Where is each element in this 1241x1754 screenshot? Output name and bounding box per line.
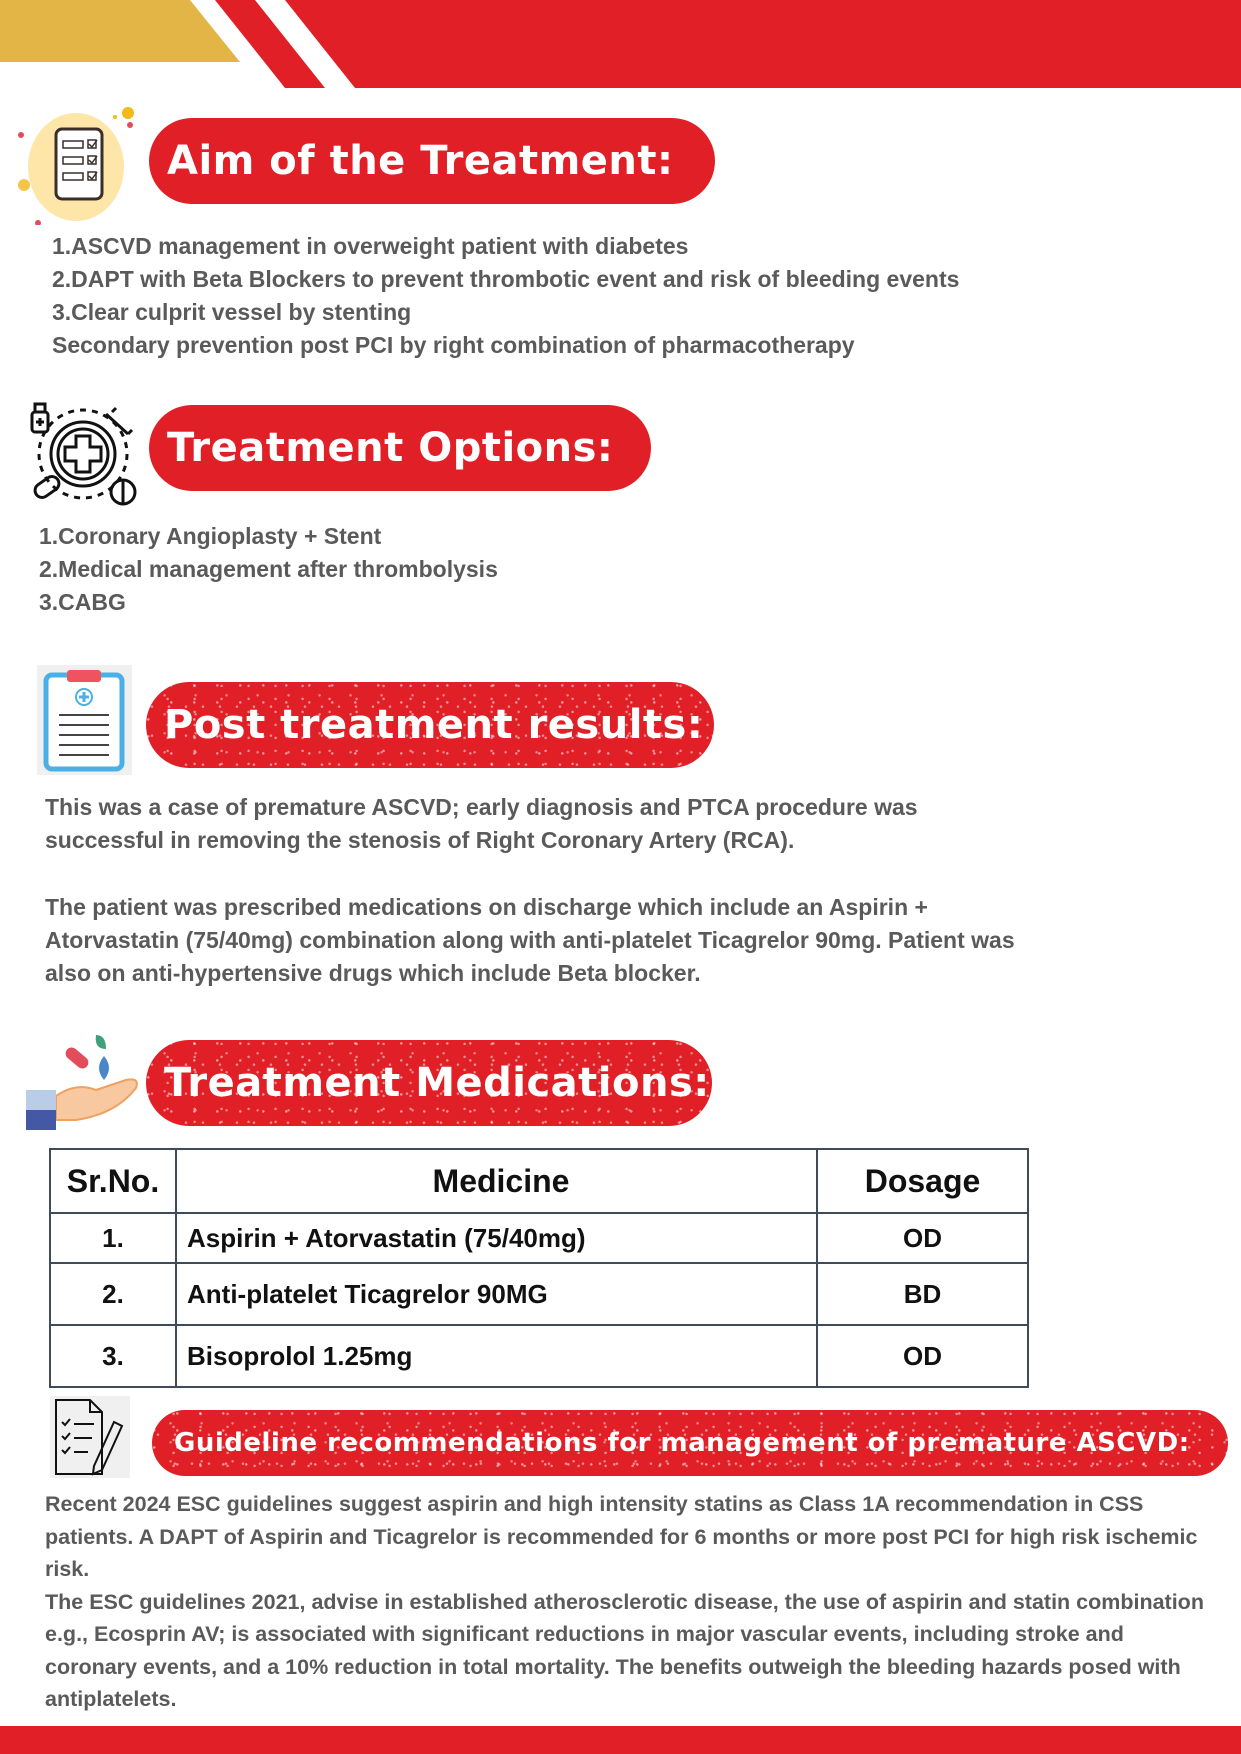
guidelines-paragraph: Recent 2024 ESC guidelines suggest aspirin and high intensity statins as Class 1A recommendation in CSS patients. A DAPT of Aspirin and Ticagrelor is recommended for 6 months or more post PCI for high risk ischemic risk.	[45, 1492, 1198, 1581]
clipboard-icon	[37, 665, 132, 775]
section-title-options	[149, 405, 651, 491]
options-list	[39, 520, 498, 619]
results-title-text: Post treatment results:	[164, 702, 704, 748]
section-title-guidelines	[152, 1410, 1228, 1476]
row-srno: 2.	[50, 1263, 176, 1325]
footer-pattern-bar	[0, 1726, 1241, 1754]
section-title-medications	[146, 1040, 712, 1126]
results-text	[45, 791, 1025, 990]
results-paragraph: This was a case of premature ASCVD; early diagnosis and PTCA procedure was successful in removing the stenosis of Right Coronary Artery (RCA).	[45, 794, 918, 853]
aim-item: 3.Clear culprit vessel by stenting	[52, 299, 412, 325]
table-row	[50, 1325, 1028, 1387]
guidelines-title-text: Guideline recommendations for management of premature ASCVD:	[174, 1428, 1190, 1458]
header-gold-banner	[0, 0, 240, 62]
row-dosage: OD	[817, 1325, 1028, 1387]
aim-item: Secondary prevention post PCI by right combination of pharmacotherapy	[52, 332, 855, 358]
options-title-text: Treatment Options:	[167, 425, 614, 471]
table-row	[50, 1263, 1028, 1325]
guidelines-text	[45, 1488, 1215, 1716]
header-srno: Sr.No.	[50, 1149, 176, 1213]
option-item: 1.Coronary Angioplasty + Stent	[39, 523, 382, 549]
table-header-row	[50, 1149, 1028, 1213]
row-srno: 1.	[50, 1213, 176, 1263]
row-medicine: Anti-platelet Ticagrelor 90MG	[176, 1263, 817, 1325]
row-medicine: Aspirin + Atorvastatin (75/40mg)	[176, 1213, 817, 1263]
section-title-results	[146, 682, 714, 768]
medications-table	[49, 1148, 1029, 1388]
option-item: 3.CABG	[39, 589, 126, 615]
header-medicine: Medicine	[176, 1149, 817, 1213]
aim-list	[52, 230, 959, 362]
guidelines-paragraph: The ESC guidelines 2021, advise in established atherosclerotic disease, the use of aspirin and statin combination e.g., Ecosprin AV; is associated with significant reductions in major vascular events, including stroke and coronary events, and a 10% reduction in total mortality. The benefits outweigh the bleeding hazards posed with antiplatelets.	[45, 1589, 1204, 1711]
header-dosage: Dosage	[817, 1149, 1028, 1213]
checklist-icon	[18, 105, 138, 225]
aim-item: 1.ASCVD management in overweight patient with diabetes	[52, 233, 689, 259]
row-dosage: BD	[817, 1263, 1028, 1325]
document-pen-icon	[50, 1396, 130, 1478]
row-srno: 3.	[50, 1325, 176, 1387]
row-dosage: OD	[817, 1213, 1028, 1263]
medications-title-text: Treatment Medications:	[164, 1060, 710, 1106]
aim-item: 2.DAPT with Beta Blockers to prevent thrombotic event and risk of bleeding events	[52, 266, 960, 292]
header-red-banner	[285, 0, 1241, 88]
option-item: 2.Medical management after thrombolysis	[39, 556, 498, 582]
results-paragraph: The patient was prescribed medications on discharge which include an Aspirin + Atorvastatin (75/40mg) combination along with anti-platelet Ticagrelor 90mg. Patient was also on anti-hypertensive drugs which include Beta blocker.	[45, 894, 1015, 986]
aim-title-text: Aim of the Treatment:	[167, 138, 674, 184]
table-row	[50, 1213, 1028, 1263]
row-medicine: Bisoprolol 1.25mg	[176, 1325, 817, 1387]
section-title-aim	[149, 118, 715, 204]
hand-pills-icon	[26, 1030, 148, 1130]
medical-cross-icon	[28, 400, 138, 508]
